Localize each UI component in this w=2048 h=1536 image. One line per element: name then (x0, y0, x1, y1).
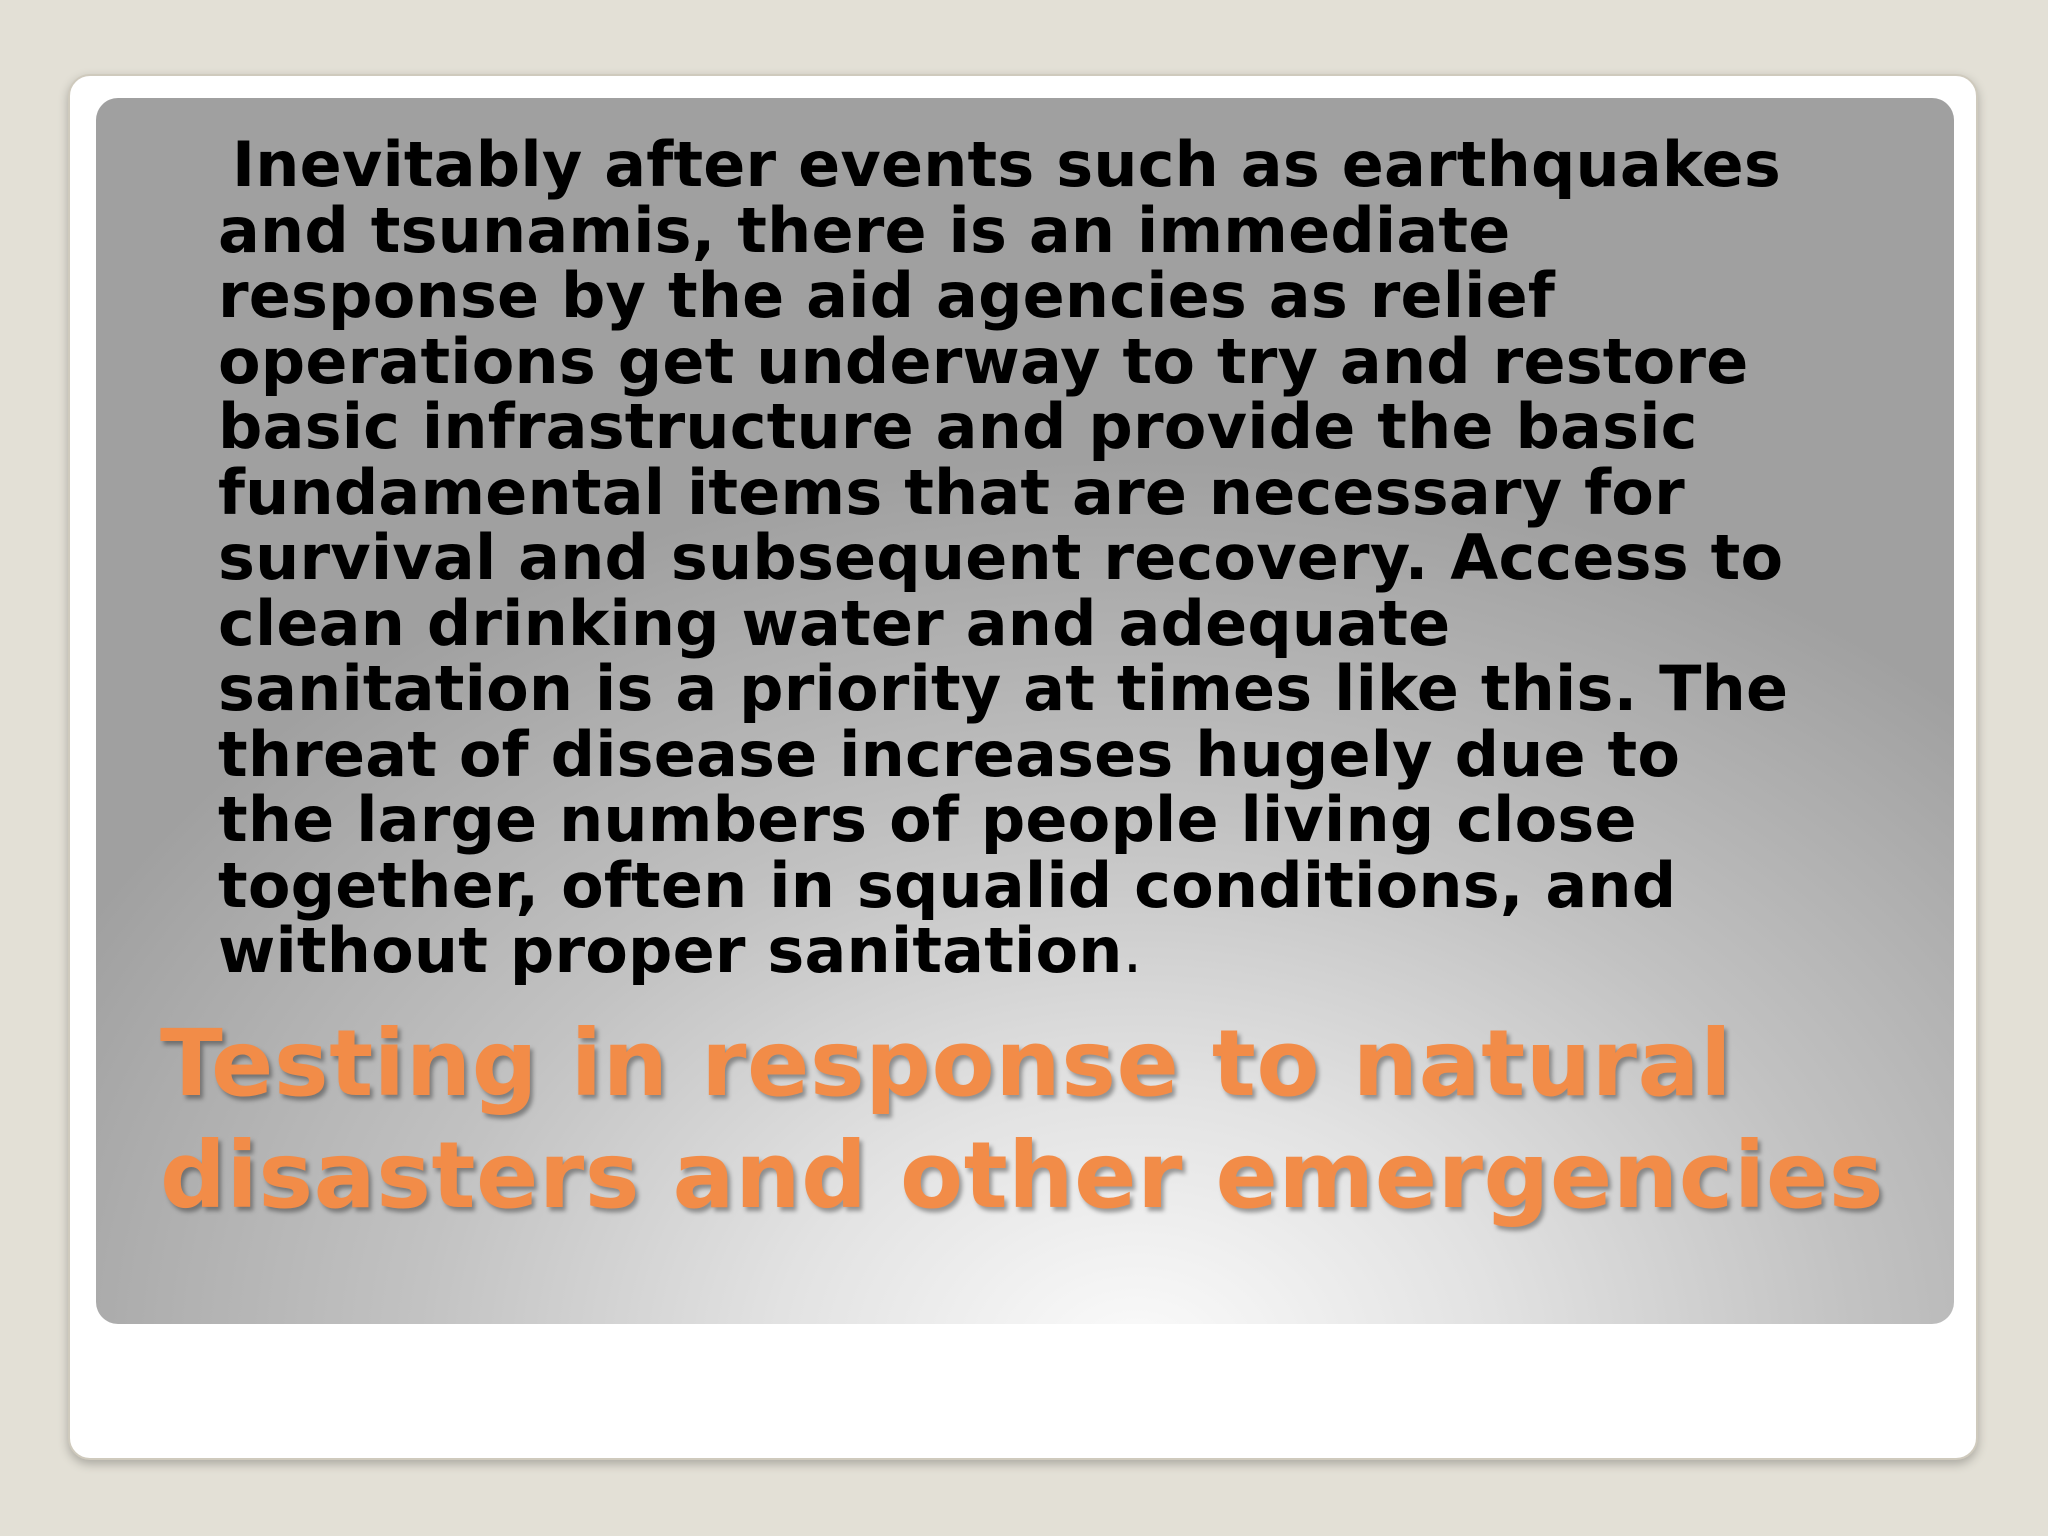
body-line: survival and subsequent recovery. Access to (218, 521, 1784, 594)
body-line: operations get underway to try and restore (218, 324, 1749, 398)
body-line: the large numbers of people living close (218, 783, 1637, 856)
content-panel (96, 98, 1954, 1324)
body-line-last (218, 914, 1938, 987)
body-paragraph (218, 128, 1938, 987)
body-line: sanitation is a priority at times like this. The (218, 652, 1789, 725)
body-line: threat of disease increases hugely due to (218, 717, 1681, 791)
slide-card (68, 74, 1978, 1460)
body-line: and tsunamis, there is an immediate (218, 193, 1511, 267)
slide-title-line: Testing in response to natural (160, 1010, 1733, 1117)
body-line: Inevitably after events such as earthquakes (232, 128, 1782, 201)
slide-title-line: disasters and other emergencies (160, 1122, 1884, 1229)
body-line: fundamental items that are necessary for (218, 455, 1685, 529)
body-line: clean drinking water and adequate (218, 586, 1451, 660)
body-line: basic infrastructure and provide the basic (218, 390, 1698, 463)
body-line: response by the aid agencies as relief (218, 259, 1556, 332)
slide-title (160, 1008, 1940, 1232)
body-end-mark: . (1122, 914, 1143, 987)
body-line-last-text: without proper sanitation (218, 914, 1123, 987)
body-line: together, often in squalid conditions, and (218, 848, 1677, 922)
